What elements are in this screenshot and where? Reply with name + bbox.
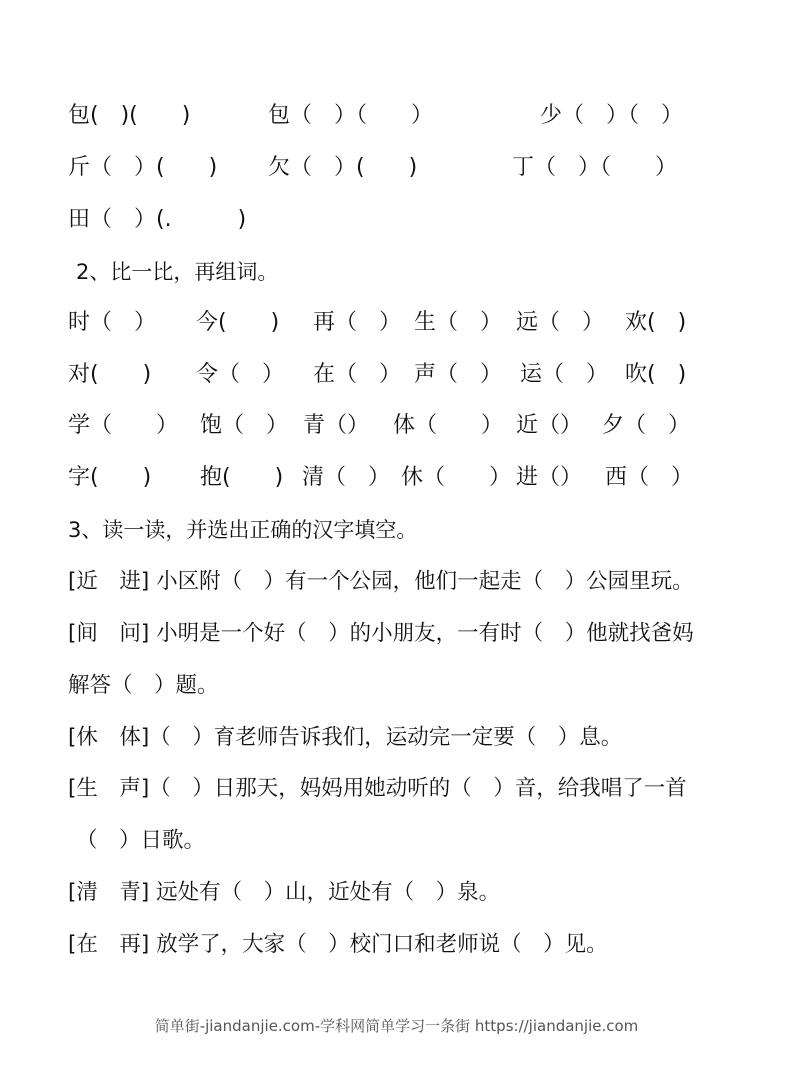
compare-cell: 字( ) bbox=[68, 465, 152, 490]
compare-cell: 休（ ） bbox=[401, 465, 512, 490]
compare-cell: 进（） bbox=[516, 465, 583, 490]
compare-cell: 体（ ） bbox=[393, 413, 504, 438]
compare-cell: 抱( ) bbox=[200, 465, 284, 490]
compare-cell: 时（ ） bbox=[68, 310, 157, 335]
compare-cell: 再（ ） bbox=[313, 310, 402, 335]
compare-cell: 声（ ） bbox=[414, 362, 503, 387]
compare-cell: 近（） bbox=[516, 413, 583, 438]
section3-title: 3、读一读，并选出正确的汉字填空。 bbox=[68, 518, 418, 542]
fill-in-line: [清 青] 远处有（ ）山，近处有（ ）泉。 bbox=[68, 880, 501, 905]
section2-title: 2、比一比，再组词。 bbox=[76, 260, 279, 284]
word-group-cell: 包( )( ) bbox=[68, 103, 191, 128]
word-group-cell: 田（ ）(. ) bbox=[68, 207, 247, 232]
word-group-cell: 欠（ ）( ) bbox=[268, 155, 418, 180]
word-group-cell: 斤（ ）( ) bbox=[68, 155, 218, 180]
compare-cell: 西（ ） bbox=[605, 465, 694, 490]
compare-cell: 吹( ) bbox=[625, 362, 687, 387]
compare-cell: 夕（ ） bbox=[602, 413, 691, 438]
compare-cell: 在（ ） bbox=[313, 362, 402, 387]
compare-cell: 清（ ） bbox=[302, 465, 391, 490]
fill-in-line: （ ）日歌。 bbox=[76, 828, 206, 853]
compare-cell: 今( ) bbox=[196, 310, 280, 335]
compare-cell: 青（） bbox=[303, 413, 370, 438]
word-group-cell: 丁（ ）（ ） bbox=[512, 155, 678, 180]
section1-row bbox=[0, 200, 247, 240]
compare-cell: 运（ ） bbox=[520, 362, 609, 387]
compare-cell: 学（ ） bbox=[68, 413, 179, 438]
fill-in-line: [生 声]（ ）日那天，妈妈用她动听的（ ）音，给我唱了一首 bbox=[68, 776, 687, 801]
word-group-cell: 包（ ）（ ） bbox=[268, 103, 434, 128]
section2-row bbox=[0, 303, 687, 343]
compare-cell: 远（ ） bbox=[516, 310, 605, 335]
fill-in-line: [休 体]（ ）育老师告诉我们，运动完一定要（ ）息。 bbox=[68, 725, 623, 750]
section1-row bbox=[0, 148, 678, 188]
word-group-cell: 少（ ）（ ） bbox=[540, 103, 684, 128]
footer-watermark: 简单街-jiandanjie.com-学科网简单学习一条街 https://jiandanjie.com bbox=[154, 1017, 639, 1035]
compare-cell: 生（ ） bbox=[414, 310, 503, 335]
compare-cell: 令（ ） bbox=[196, 362, 285, 387]
compare-cell: 对( ) bbox=[68, 362, 152, 387]
compare-cell: 饱（ ） bbox=[200, 413, 289, 438]
compare-cell: 欢( ) bbox=[625, 310, 687, 335]
section2-row bbox=[0, 355, 687, 395]
section2-row bbox=[0, 406, 691, 446]
fill-in-line: [近 进] 小区附（ ）有一个公园，他们一起走（ ）公园里玩。 bbox=[68, 569, 694, 594]
fill-in-line: [间 问] 小明是一个好（ ）的小朋友，一有时（ ）他就找爸妈 bbox=[68, 621, 694, 646]
section2-row bbox=[0, 458, 694, 498]
fill-in-line: 解答（ ）题。 bbox=[68, 673, 219, 698]
fill-in-line: [在 再] 放学了，大家（ ）校门口和老师说（ ）见。 bbox=[68, 932, 608, 957]
section1-row bbox=[0, 96, 684, 136]
